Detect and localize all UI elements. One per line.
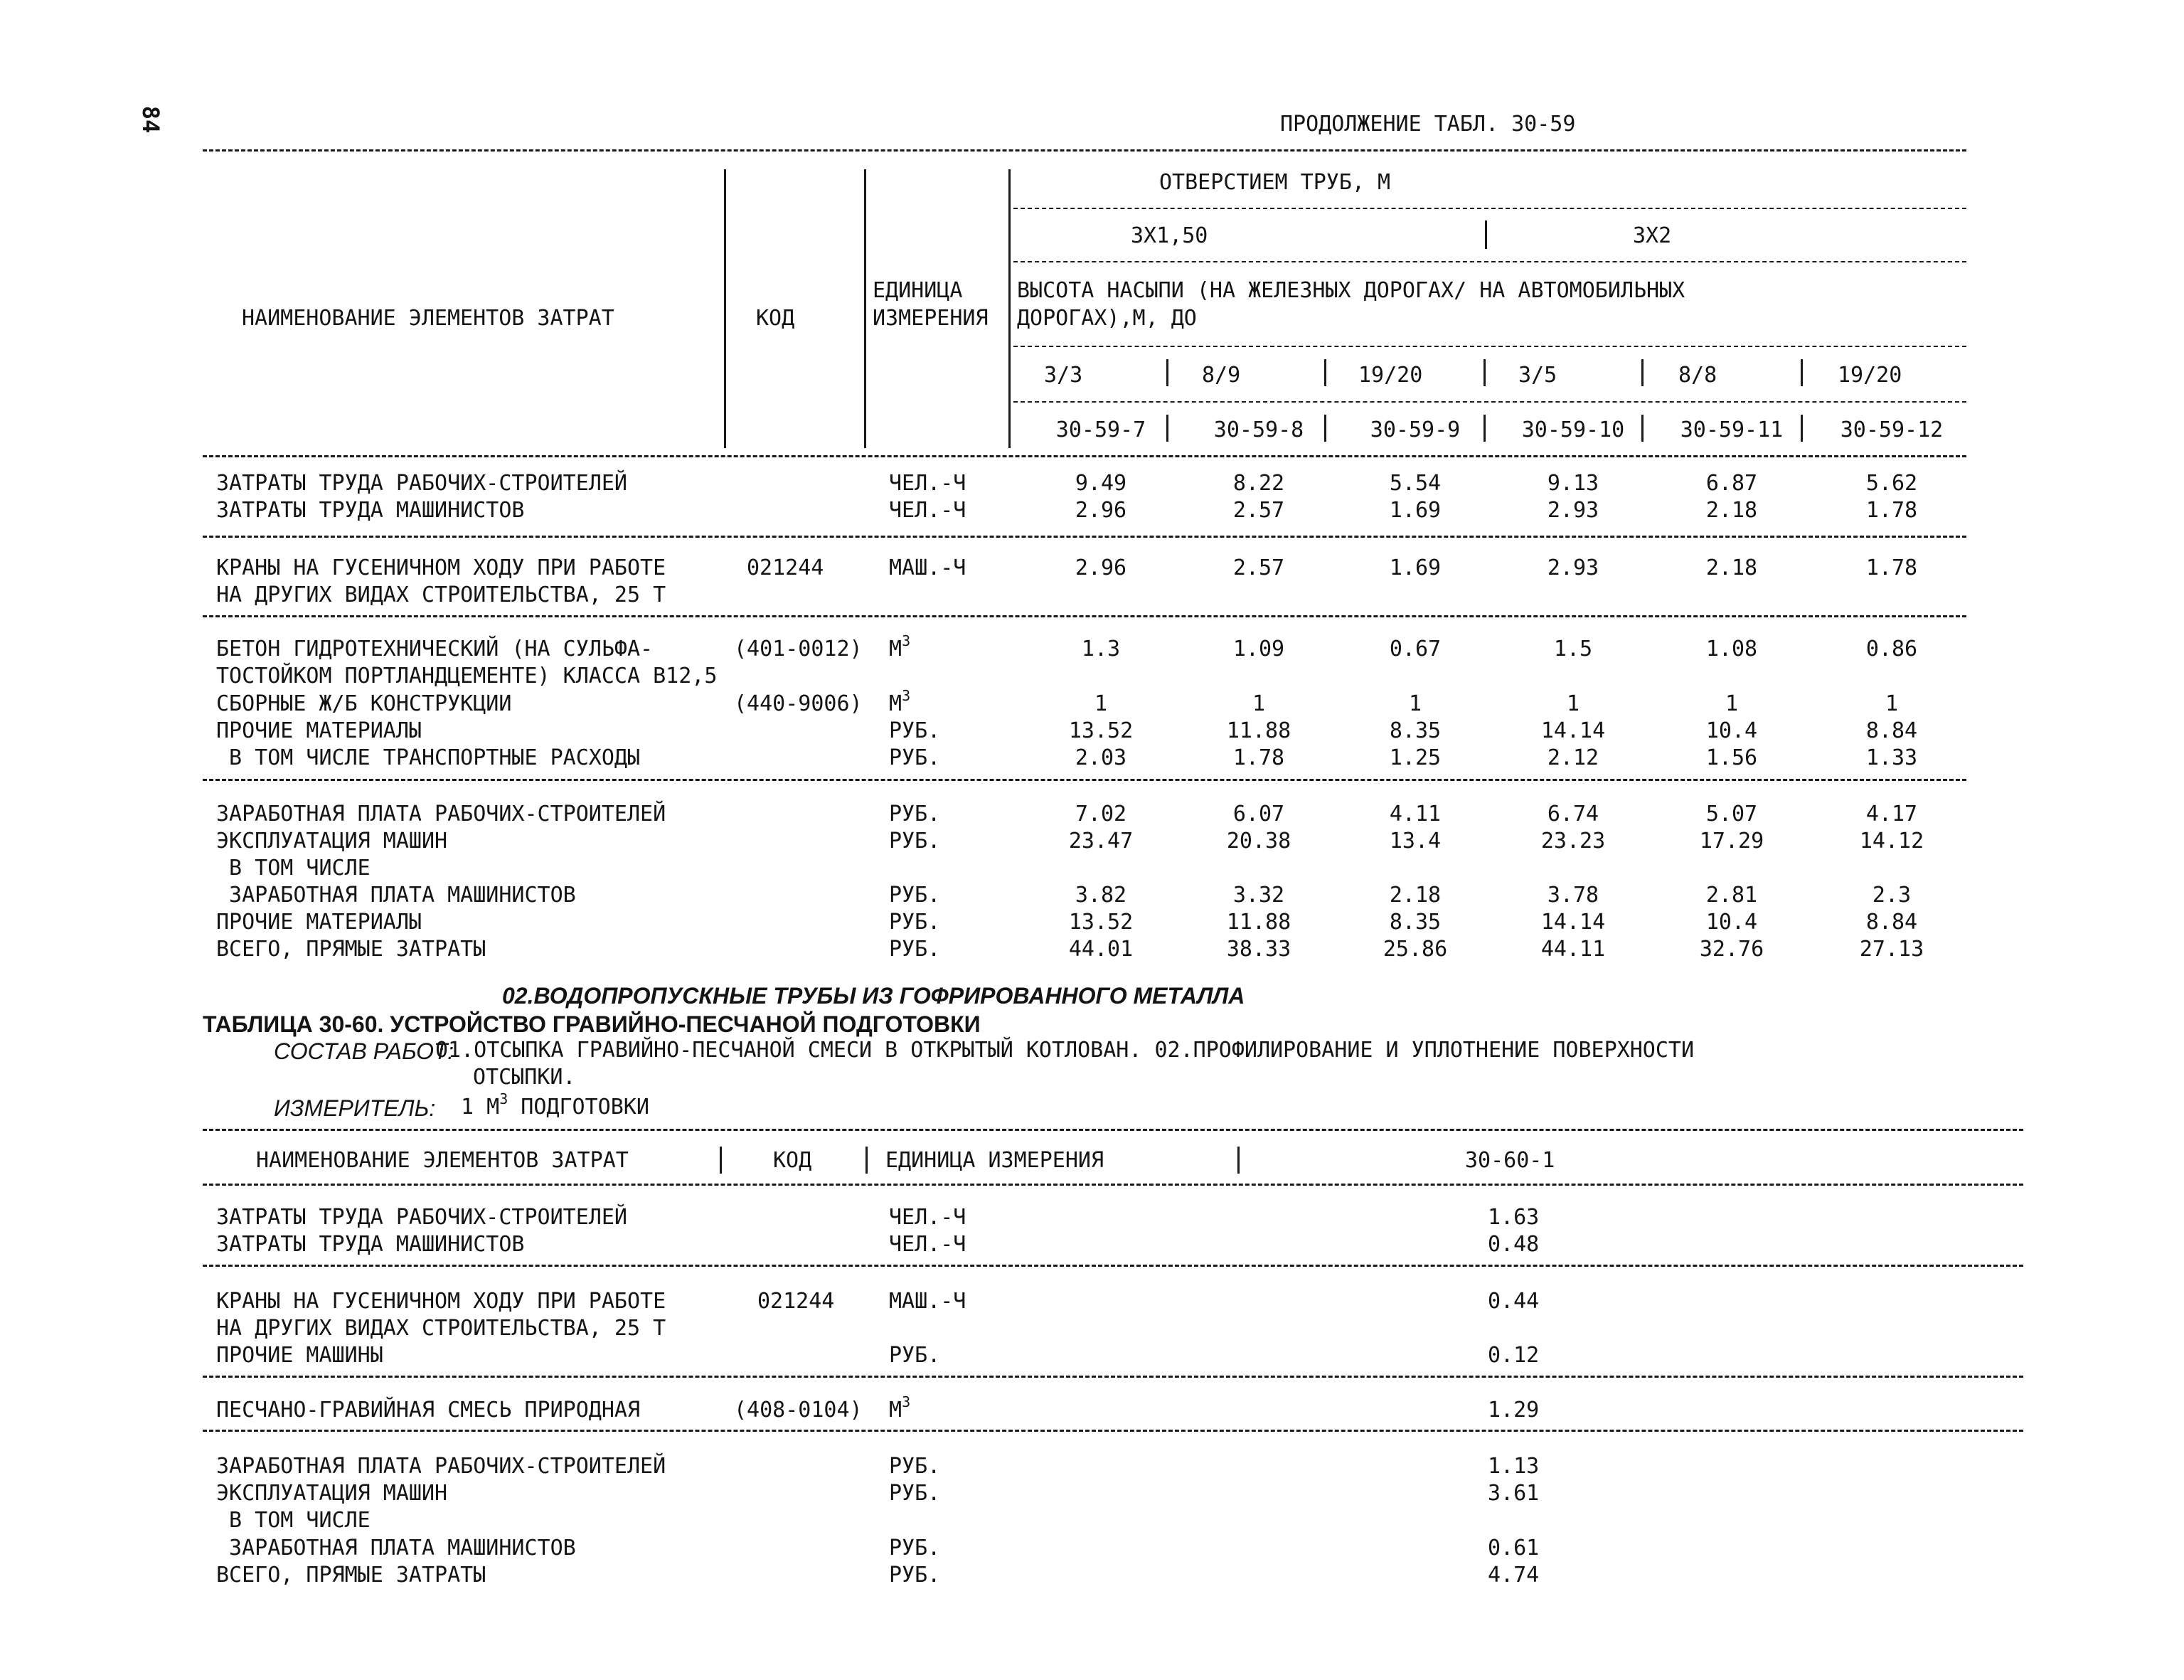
rule	[203, 1430, 2023, 1432]
row-value: 3.32	[1232, 883, 1285, 908]
row-value: 5.62	[1865, 471, 1918, 496]
row-name: НА ДРУГИХ ВИДАХ СТРОИТЕЛЬСТВА, 25 Т	[216, 583, 666, 607]
row-unit: $М^3$	[889, 1393, 911, 1423]
meas-value: 1 $М^3$ ПОДГОТОВКИ	[461, 1090, 649, 1120]
hdr-size-1: 3Х1,50	[1131, 223, 1208, 248]
rule	[1013, 208, 1966, 209]
row-value: 11.88	[1226, 718, 1291, 743]
col-separator	[1166, 415, 1168, 442]
row-value: 1.3	[1081, 637, 1121, 661]
row-value: 1	[1252, 691, 1266, 716]
hdr-height-1: ВЫСОТА НАСЫПИ (НА ЖЕЛЕЗНЫХ ДОРОГАХ/ НА АВТОМОБИЛЬНЫХ	[1017, 278, 1685, 303]
row-value: 32.76	[1699, 937, 1764, 962]
col-separator	[1324, 415, 1326, 442]
rule	[203, 1184, 2023, 1186]
row-value: 8.35	[1389, 718, 1442, 743]
hdr-col: 30-60-1	[1465, 1148, 1555, 1173]
row-unit: РУБ.	[889, 829, 941, 854]
rule	[1013, 401, 1966, 403]
row-value: 10.4	[1705, 718, 1758, 743]
col-separator	[864, 169, 866, 448]
column-code: 30-59-9	[1370, 418, 1461, 442]
row-value: 2.93	[1547, 498, 1599, 523]
row-name: ЗАРАБОТНАЯ ПЛАТА РАБОЧИХ-СТРОИТЕЛЕЙ	[216, 1454, 666, 1479]
row-value: 44.11	[1540, 937, 1606, 962]
row-value: 10.4	[1705, 910, 1758, 935]
row-value: 8.35	[1389, 910, 1442, 935]
column-code: 30-59-8	[1213, 418, 1304, 442]
row-value: 14.12	[1859, 829, 1924, 854]
row-value: 2.93	[1547, 555, 1599, 580]
column-code: 30-59-12	[1840, 418, 1944, 442]
height-label: 19/20	[1358, 363, 1423, 388]
row-name: ЭКСПЛУАТАЦИЯ МАШИН	[216, 1481, 448, 1506]
row-value: 1.78	[1232, 745, 1285, 770]
row-value: 38.33	[1226, 937, 1291, 962]
row-name: НА ДРУГИХ ВИДАХ СТРОИТЕЛЬСТВА, 25 Т	[216, 1316, 666, 1341]
row-unit: РУБ.	[889, 883, 941, 908]
col-separator	[1641, 359, 1644, 386]
rule	[203, 455, 1966, 457]
row-value: 13.52	[1068, 718, 1134, 743]
row-value: 14.14	[1540, 718, 1606, 743]
row-unit: РУБ.	[889, 910, 941, 935]
col-separator	[1485, 220, 1487, 249]
hdr-name: НАИМЕНОВАНИЕ ЭЛЕМЕНТОВ ЗАТРАТ	[242, 306, 614, 331]
row-value: 20.38	[1226, 829, 1291, 854]
row-value: 0.61	[1488, 1536, 1540, 1561]
row-value: 1.29	[1488, 1398, 1540, 1423]
height-label: 8/8	[1678, 363, 1717, 388]
row-value: 27.13	[1859, 937, 1924, 962]
row-name: ПРОЧИЕ МАШИНЫ	[216, 1343, 383, 1368]
row-name: ЗАТРАТЫ ТРУДА МАШИНИСТОВ	[216, 498, 525, 523]
rule	[203, 149, 1966, 151]
meas-label: ИЗМЕРИТЕЛЬ:	[274, 1095, 436, 1121]
row-value: 1.33	[1865, 745, 1918, 770]
row-value: 9.49	[1075, 471, 1127, 496]
row-value: 2.57	[1232, 555, 1285, 580]
row-unit: РУБ.	[889, 802, 941, 826]
col-separator	[1008, 169, 1011, 448]
row-value: 1	[1094, 691, 1108, 716]
hdr-code: КОД	[756, 306, 795, 331]
row-value: 1.63	[1488, 1205, 1540, 1230]
rule	[203, 779, 1966, 781]
row-name: ТОСТОЙКОМ ПОРТЛАНДЦЕМЕНТЕ) КЛАССА В12,5	[216, 664, 718, 689]
work-label: СОСТАВ РАБОТ:	[274, 1038, 454, 1064]
row-value: 44.01	[1068, 937, 1134, 962]
row-value: 0.48	[1488, 1232, 1540, 1257]
row-unit: РУБ.	[889, 1563, 941, 1588]
row-name: ЗАТРАТЫ ТРУДА РАБОЧИХ-СТРОИТЕЛЕЙ	[216, 1205, 627, 1230]
row-value: 2.18	[1389, 883, 1442, 908]
row-value: 0.86	[1865, 637, 1918, 661]
row-unit: РУБ.	[889, 1343, 941, 1368]
col-separator	[1483, 415, 1486, 442]
row-value: 1.78	[1865, 498, 1918, 523]
col-separator	[1801, 415, 1803, 442]
row-unit: ЧЕЛ.-Ч	[889, 498, 966, 523]
work-text-1: 01.ОТСЫПКА ГРАВИЙНО-ПЕСЧАНОЙ СМЕСИ В ОТКРЫТЫЙ КОТЛОВАН. 02.ПРОФИЛИРОВАНИЕ И УПЛОТНЕНИЕ ПОВЕРХНОСТИ	[435, 1038, 1695, 1063]
row-value: 17.29	[1699, 829, 1764, 854]
row-value: 0.67	[1389, 637, 1442, 661]
row-value: 6.74	[1547, 802, 1599, 826]
rule	[203, 1129, 2023, 1131]
rule	[1013, 261, 1966, 262]
row-code: 021244	[757, 1289, 835, 1314]
row-value: 3.78	[1547, 883, 1599, 908]
col-separator	[1166, 359, 1168, 386]
row-unit: РУБ.	[889, 745, 941, 770]
row-name: ВСЕГО, ПРЯМЫЕ ЗАТРАТЫ	[216, 1563, 486, 1588]
row-value: 13.4	[1389, 829, 1442, 854]
row-code: 021244	[747, 555, 824, 580]
row-value: 1.13	[1488, 1454, 1540, 1479]
row-name: ЗАТРАТЫ ТРУДА РАБОЧИХ-СТРОИТЕЛЕЙ	[216, 471, 627, 496]
row-value: 14.14	[1540, 910, 1606, 935]
row-value: 8.22	[1232, 471, 1285, 496]
col-separator	[865, 1147, 868, 1174]
row-name: ПРОЧИЕ МАТЕРИАЛЫ	[216, 718, 422, 743]
row-value: 4.74	[1488, 1563, 1540, 1588]
row-value: 1.5	[1553, 637, 1593, 661]
col-separator	[1237, 1147, 1240, 1174]
height-label: 3/3	[1044, 363, 1083, 388]
col-separator	[1324, 359, 1326, 386]
row-unit: $М^3$	[889, 632, 911, 661]
row-value: 2.18	[1705, 498, 1758, 523]
column-code: 30-59-10	[1521, 418, 1625, 442]
row-unit: ЧЕЛ.-Ч	[889, 1232, 966, 1257]
row-value: 1.78	[1865, 555, 1918, 580]
row-value: 25.86	[1383, 937, 1448, 962]
hdr-opening: ОТВЕРСТИЕМ ТРУБ, М	[1159, 170, 1391, 195]
row-value: 4.11	[1389, 802, 1442, 826]
row-name: В ТОМ ЧИСЛЕ	[216, 1508, 371, 1533]
column-code: 30-59-7	[1055, 418, 1146, 442]
row-value: 2.57	[1232, 498, 1285, 523]
row-name: КРАНЫ НА ГУСЕНИЧНОМ ХОДУ ПРИ РАБОТЕ	[216, 555, 666, 580]
row-value: 7.02	[1075, 802, 1127, 826]
row-value: 13.52	[1068, 910, 1134, 935]
col-separator	[1641, 415, 1644, 442]
col-separator	[720, 1147, 722, 1174]
row-value: 2.03	[1075, 745, 1127, 770]
row-value: 1	[1408, 691, 1422, 716]
row-value: 23.23	[1540, 829, 1606, 854]
row-value: 11.88	[1226, 910, 1291, 935]
col-separator	[1801, 359, 1803, 386]
row-name: ЗАРАБОТНАЯ ПЛАТА МАШИНИСТОВ	[216, 1536, 576, 1561]
height-label: 8/9	[1202, 363, 1241, 388]
row-name: ЗАРАБОТНАЯ ПЛАТА МАШИНИСТОВ	[216, 883, 576, 908]
row-value: 3.82	[1075, 883, 1127, 908]
row-value: 2.81	[1705, 883, 1758, 908]
row-unit: ЧЕЛ.-Ч	[889, 471, 966, 496]
row-value: 3.61	[1488, 1481, 1540, 1506]
hdr-code: КОД	[773, 1148, 812, 1173]
continuation-caption: ПРОДОЛЖЕНИЕ ТАБЛ. 30-59	[1280, 112, 1576, 137]
row-value: 6.07	[1232, 802, 1285, 826]
row-value: 1.69	[1389, 498, 1442, 523]
row-unit: РУБ.	[889, 718, 941, 743]
row-name: ЭКСПЛУАТАЦИЯ МАШИН	[216, 829, 448, 854]
row-value: 1.09	[1232, 637, 1285, 661]
row-value: 5.54	[1389, 471, 1442, 496]
row-name: В ТОМ ЧИСЛЕ ТРАНСПОРТНЫЕ РАСХОДЫ	[216, 745, 641, 770]
row-value: 1.69	[1389, 555, 1442, 580]
hdr-size-2: 3Х2	[1633, 223, 1672, 248]
row-value: 2.96	[1075, 498, 1127, 523]
row-name: ЗАТРАТЫ ТРУДА МАШИНИСТОВ	[216, 1232, 525, 1257]
row-value: 1	[1725, 691, 1739, 716]
row-value: 1.08	[1705, 637, 1758, 661]
rule	[203, 1265, 2023, 1267]
row-value: 1	[1885, 691, 1899, 716]
row-name: ВСЕГО, ПРЯМЫЕ ЗАТРАТЫ	[216, 937, 486, 962]
height-label: 19/20	[1838, 363, 1902, 388]
col-separator	[724, 169, 726, 448]
row-name: ЗАРАБОТНАЯ ПЛАТА РАБОЧИХ-СТРОИТЕЛЕЙ	[216, 802, 666, 826]
row-code: (401-0012)	[734, 637, 863, 661]
row-name: ПЕСЧАНО-ГРАВИЙНАЯ СМЕСЬ ПРИРОДНАЯ	[216, 1398, 641, 1423]
row-name: В ТОМ ЧИСЛЕ	[216, 856, 371, 881]
row-value: 8.84	[1865, 718, 1918, 743]
hdr-unit-1: ЕДИНИЦА	[873, 278, 963, 303]
hdr-height-2: ДОРОГАХ),М, ДО	[1017, 306, 1197, 331]
row-value: 2.12	[1547, 745, 1599, 770]
column-code: 30-59-11	[1680, 418, 1784, 442]
row-value: 0.12	[1488, 1343, 1540, 1368]
row-value: 6.87	[1705, 471, 1758, 496]
row-unit: $М^3$	[889, 687, 911, 716]
row-unit: РУБ.	[889, 1481, 941, 1506]
row-value: 4.17	[1865, 802, 1918, 826]
row-name: СБОРНЫЕ Ж/Б КОНСТРУКЦИИ	[216, 691, 512, 716]
table-title: ТАБЛИЦА 30-60. УСТРОЙСТВО ГРАВИЙНО-ПЕСЧАНОЙ ПОДГОТОВКИ	[203, 1011, 981, 1037]
row-name: КРАНЫ НА ГУСЕНИЧНОМ ХОДУ ПРИ РАБОТЕ	[216, 1289, 666, 1314]
rule	[203, 536, 1966, 538]
row-value: 23.47	[1068, 829, 1134, 854]
work-text-2: ОТСЫПКИ.	[473, 1065, 576, 1090]
row-unit: МАШ.-Ч	[889, 1289, 966, 1314]
row-unit: ЧЕЛ.-Ч	[889, 1205, 966, 1230]
hdr-name: НАИМЕНОВАНИЕ ЭЛЕМЕНТОВ ЗАТРАТ	[256, 1148, 629, 1173]
height-label: 3/5	[1518, 363, 1557, 388]
row-code: (408-0104)	[734, 1398, 863, 1423]
row-value: 1.25	[1389, 745, 1442, 770]
row-unit: РУБ.	[889, 1454, 941, 1479]
row-value: 2.3	[1872, 883, 1912, 908]
rule	[203, 1376, 2023, 1378]
row-value: 2.96	[1075, 555, 1127, 580]
rule	[203, 615, 1966, 617]
row-value: 9.13	[1547, 471, 1599, 496]
row-code: (440-9006)	[734, 691, 863, 716]
row-unit: РУБ.	[889, 937, 941, 962]
page-number: 84	[137, 105, 164, 134]
hdr-unit-2: ИЗМЕРЕНИЯ	[873, 306, 989, 331]
row-value: 2.18	[1705, 555, 1758, 580]
row-value: 5.07	[1705, 802, 1758, 826]
col-separator	[1483, 359, 1486, 386]
row-value: 0.44	[1488, 1289, 1540, 1314]
hdr-unit: ЕДИНИЦА ИЗМЕРЕНИЯ	[885, 1148, 1104, 1173]
rule	[1013, 346, 1966, 347]
row-value: 1	[1566, 691, 1580, 716]
row-value: 8.84	[1865, 910, 1918, 935]
row-unit: РУБ.	[889, 1536, 941, 1561]
row-name: ПРОЧИЕ МАТЕРИАЛЫ	[216, 910, 422, 935]
section-title: 02.ВОДОПРОПУСКНЫЕ ТРУБЫ ИЗ ГОФРИРОВАННОГО МЕТАЛЛА	[502, 983, 1245, 1009]
row-value: 1.56	[1705, 745, 1758, 770]
row-name: БЕТОН ГИДРОТЕХНИЧЕСКИЙ (НА СУЛЬФА-	[216, 637, 654, 661]
row-unit: МАШ.-Ч	[889, 555, 966, 580]
